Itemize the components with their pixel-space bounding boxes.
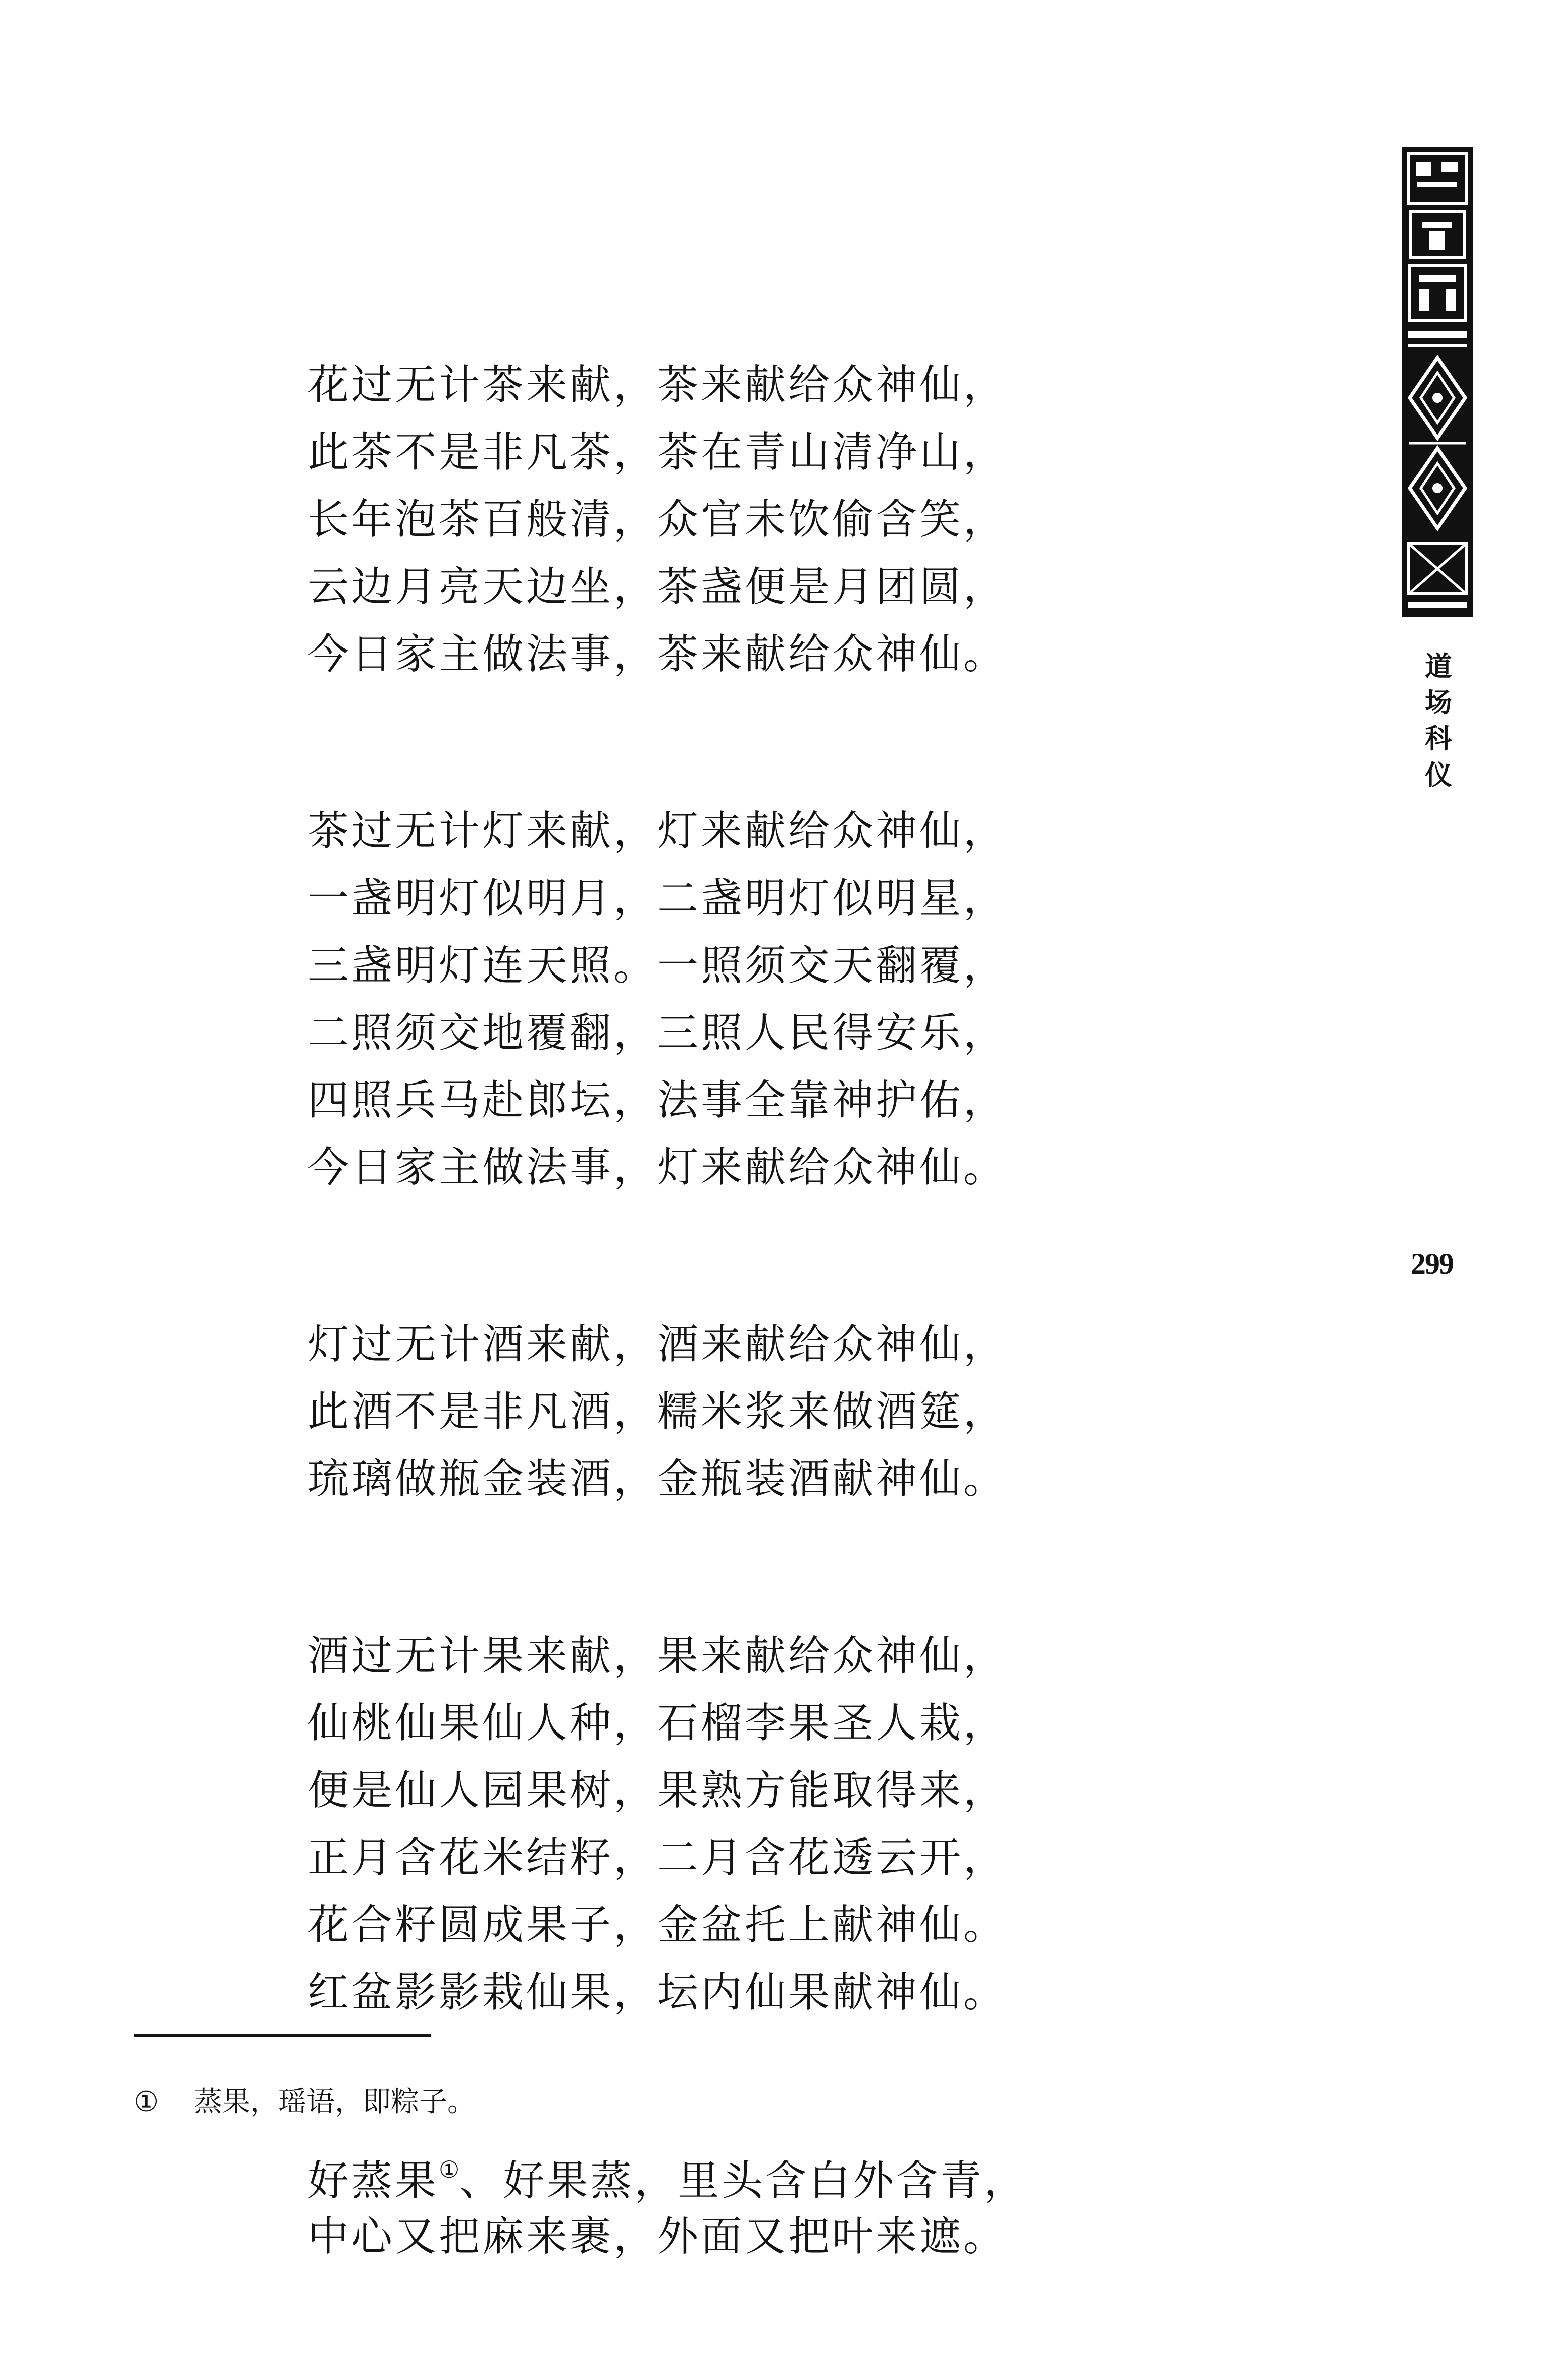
poem-line: 仙桃仙果仙人种，石榴李果圣人栽， <box>307 1699 1007 1747</box>
poem-line: 长年泡茶百般清，众官未饮偷含笑， <box>307 496 1007 544</box>
poem-line: 茶过无计灯来献，灯来献给众神仙， <box>307 807 1007 855</box>
poem-line: 中心又把麻来裹，外面又把叶来遮。 <box>307 2213 1007 2260</box>
stanza-zongzi <box>307 2136 1028 2270</box>
poem-line: 三盏明灯连天照。一照须交天翻覆， <box>307 942 1007 990</box>
footnote-divider <box>134 2034 431 2037</box>
footnote-reference[interactable]: ① <box>439 2156 460 2183</box>
section-title-char: 道 <box>1425 650 1452 682</box>
poem-line: 花过无计茶来献，茶来献给众神仙， <box>307 361 1007 409</box>
poem-line: 今日家主做法事，茶来献给众神仙。 <box>307 630 1007 678</box>
section-title-char: 科 <box>1425 722 1452 754</box>
poem-line: 酒过无计果来献，果来献给众神仙， <box>307 1632 1007 1680</box>
section-title <box>1421 648 1456 793</box>
poem-line: 云边月亮天边坐，茶盏便是月团圆， <box>307 563 1007 611</box>
stanza-tea <box>307 352 1011 688</box>
section-title-char: 场 <box>1425 686 1452 718</box>
poem-line: 灯过无计酒来献，酒来献给众神仙， <box>307 1321 1007 1368</box>
poem-line-head: 好蒸果 <box>307 2157 439 2205</box>
footnote-text: 蒸果，瑶语，即粽子。 <box>194 2086 475 2118</box>
decorative-band <box>1402 147 1473 617</box>
poem-line: 二照须交地覆翻，三照人民得安乐， <box>307 1009 1007 1057</box>
poem-line: 便是仙人园果树，果熟方能取得来， <box>307 1767 1007 1814</box>
footnote <box>134 2085 475 2120</box>
stanza-fruit <box>307 1622 1011 2026</box>
poem-line-tail: 、好果蒸，里头含白外含青， <box>459 2157 1028 2205</box>
stanza-wine <box>307 1311 1011 1513</box>
poem-line <box>307 2136 1028 2205</box>
poem-line: 正月含花米结籽，二月含花透云开， <box>307 1834 1007 1882</box>
poem-body <box>307 352 1028 2380</box>
page-number: 299 <box>1411 1247 1453 1280</box>
poem-line: 琉璃做瓶金装酒，金瓶装酒献神仙。 <box>307 1455 1007 1503</box>
poem-line: 此酒不是非凡酒，糯米浆来做酒筵， <box>307 1388 1007 1436</box>
poem-line: 此茶不是非凡茶，茶在青山清净山， <box>307 428 1007 476</box>
section-title-char: 仪 <box>1425 759 1452 791</box>
footnote-mark: ① <box>134 2086 159 2118</box>
stanza-lamp <box>307 798 1011 1202</box>
poem-line: 一盏明灯似明月，二盏明灯似明星， <box>307 875 1007 922</box>
poem-line: 红盆影影栽仙果，坛内仙果献神仙。 <box>307 1969 1007 2016</box>
poem-line: 今日家主做法事，灯来献给众神仙。 <box>307 1144 1007 1192</box>
poem-line: 四照兵马赴郎坛，法事全靠神护佑， <box>307 1076 1007 1124</box>
poem-line: 花合籽圆成果子，金盆托上献神仙。 <box>307 1901 1007 1949</box>
